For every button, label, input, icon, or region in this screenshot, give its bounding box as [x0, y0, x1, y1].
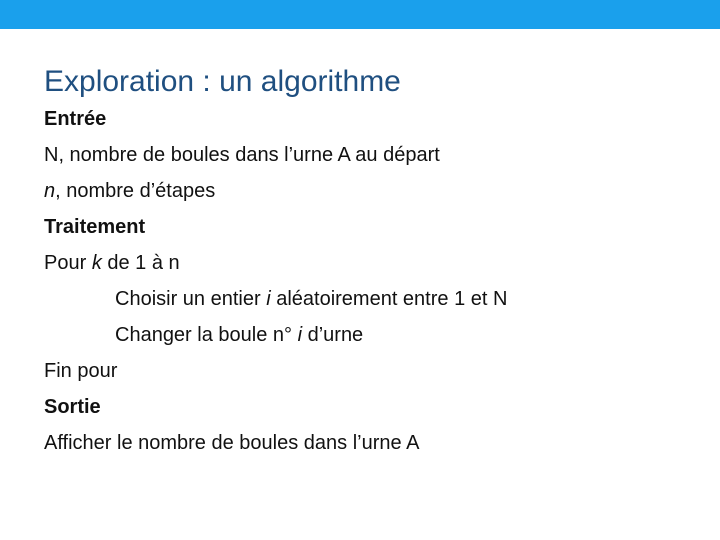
step-choose-prefix: Choisir un entier	[115, 288, 267, 310]
step-choose-suffix: aléatoirement entre 1 et N	[270, 288, 508, 310]
variable-i: i	[297, 324, 303, 346]
step-change-prefix: Changer la boule n°	[115, 324, 298, 346]
loop-suffix: de 1 à n	[101, 252, 180, 274]
step-change-suffix: d’urne	[302, 324, 364, 346]
loop-end-line: Fin pour	[44, 360, 118, 382]
loop-step-change	[44, 320, 704, 356]
loop-step-choose	[44, 284, 704, 320]
variable-n: n	[44, 180, 56, 202]
header-accent-bar	[0, 0, 720, 29]
algorithm-body	[44, 104, 704, 464]
input-line-steps-text: , nombre d’étapes	[55, 180, 216, 202]
output-heading: Sortie	[44, 396, 101, 418]
variable-i: i	[266, 288, 271, 310]
slide-title: Exploration : un algorithme	[44, 65, 401, 98]
processing-heading: Traitement	[44, 216, 146, 238]
loop-prefix: Pour	[44, 252, 92, 274]
variable-k: k	[91, 252, 102, 274]
loop-start-line	[44, 248, 704, 284]
output-line: Afficher le nombre de boules dans l’urne A	[44, 432, 420, 454]
input-line-total-balls: N, nombre de boules dans l’urne A au départ	[44, 144, 440, 166]
input-heading: Entrée	[44, 108, 107, 130]
input-line-steps	[44, 176, 704, 212]
